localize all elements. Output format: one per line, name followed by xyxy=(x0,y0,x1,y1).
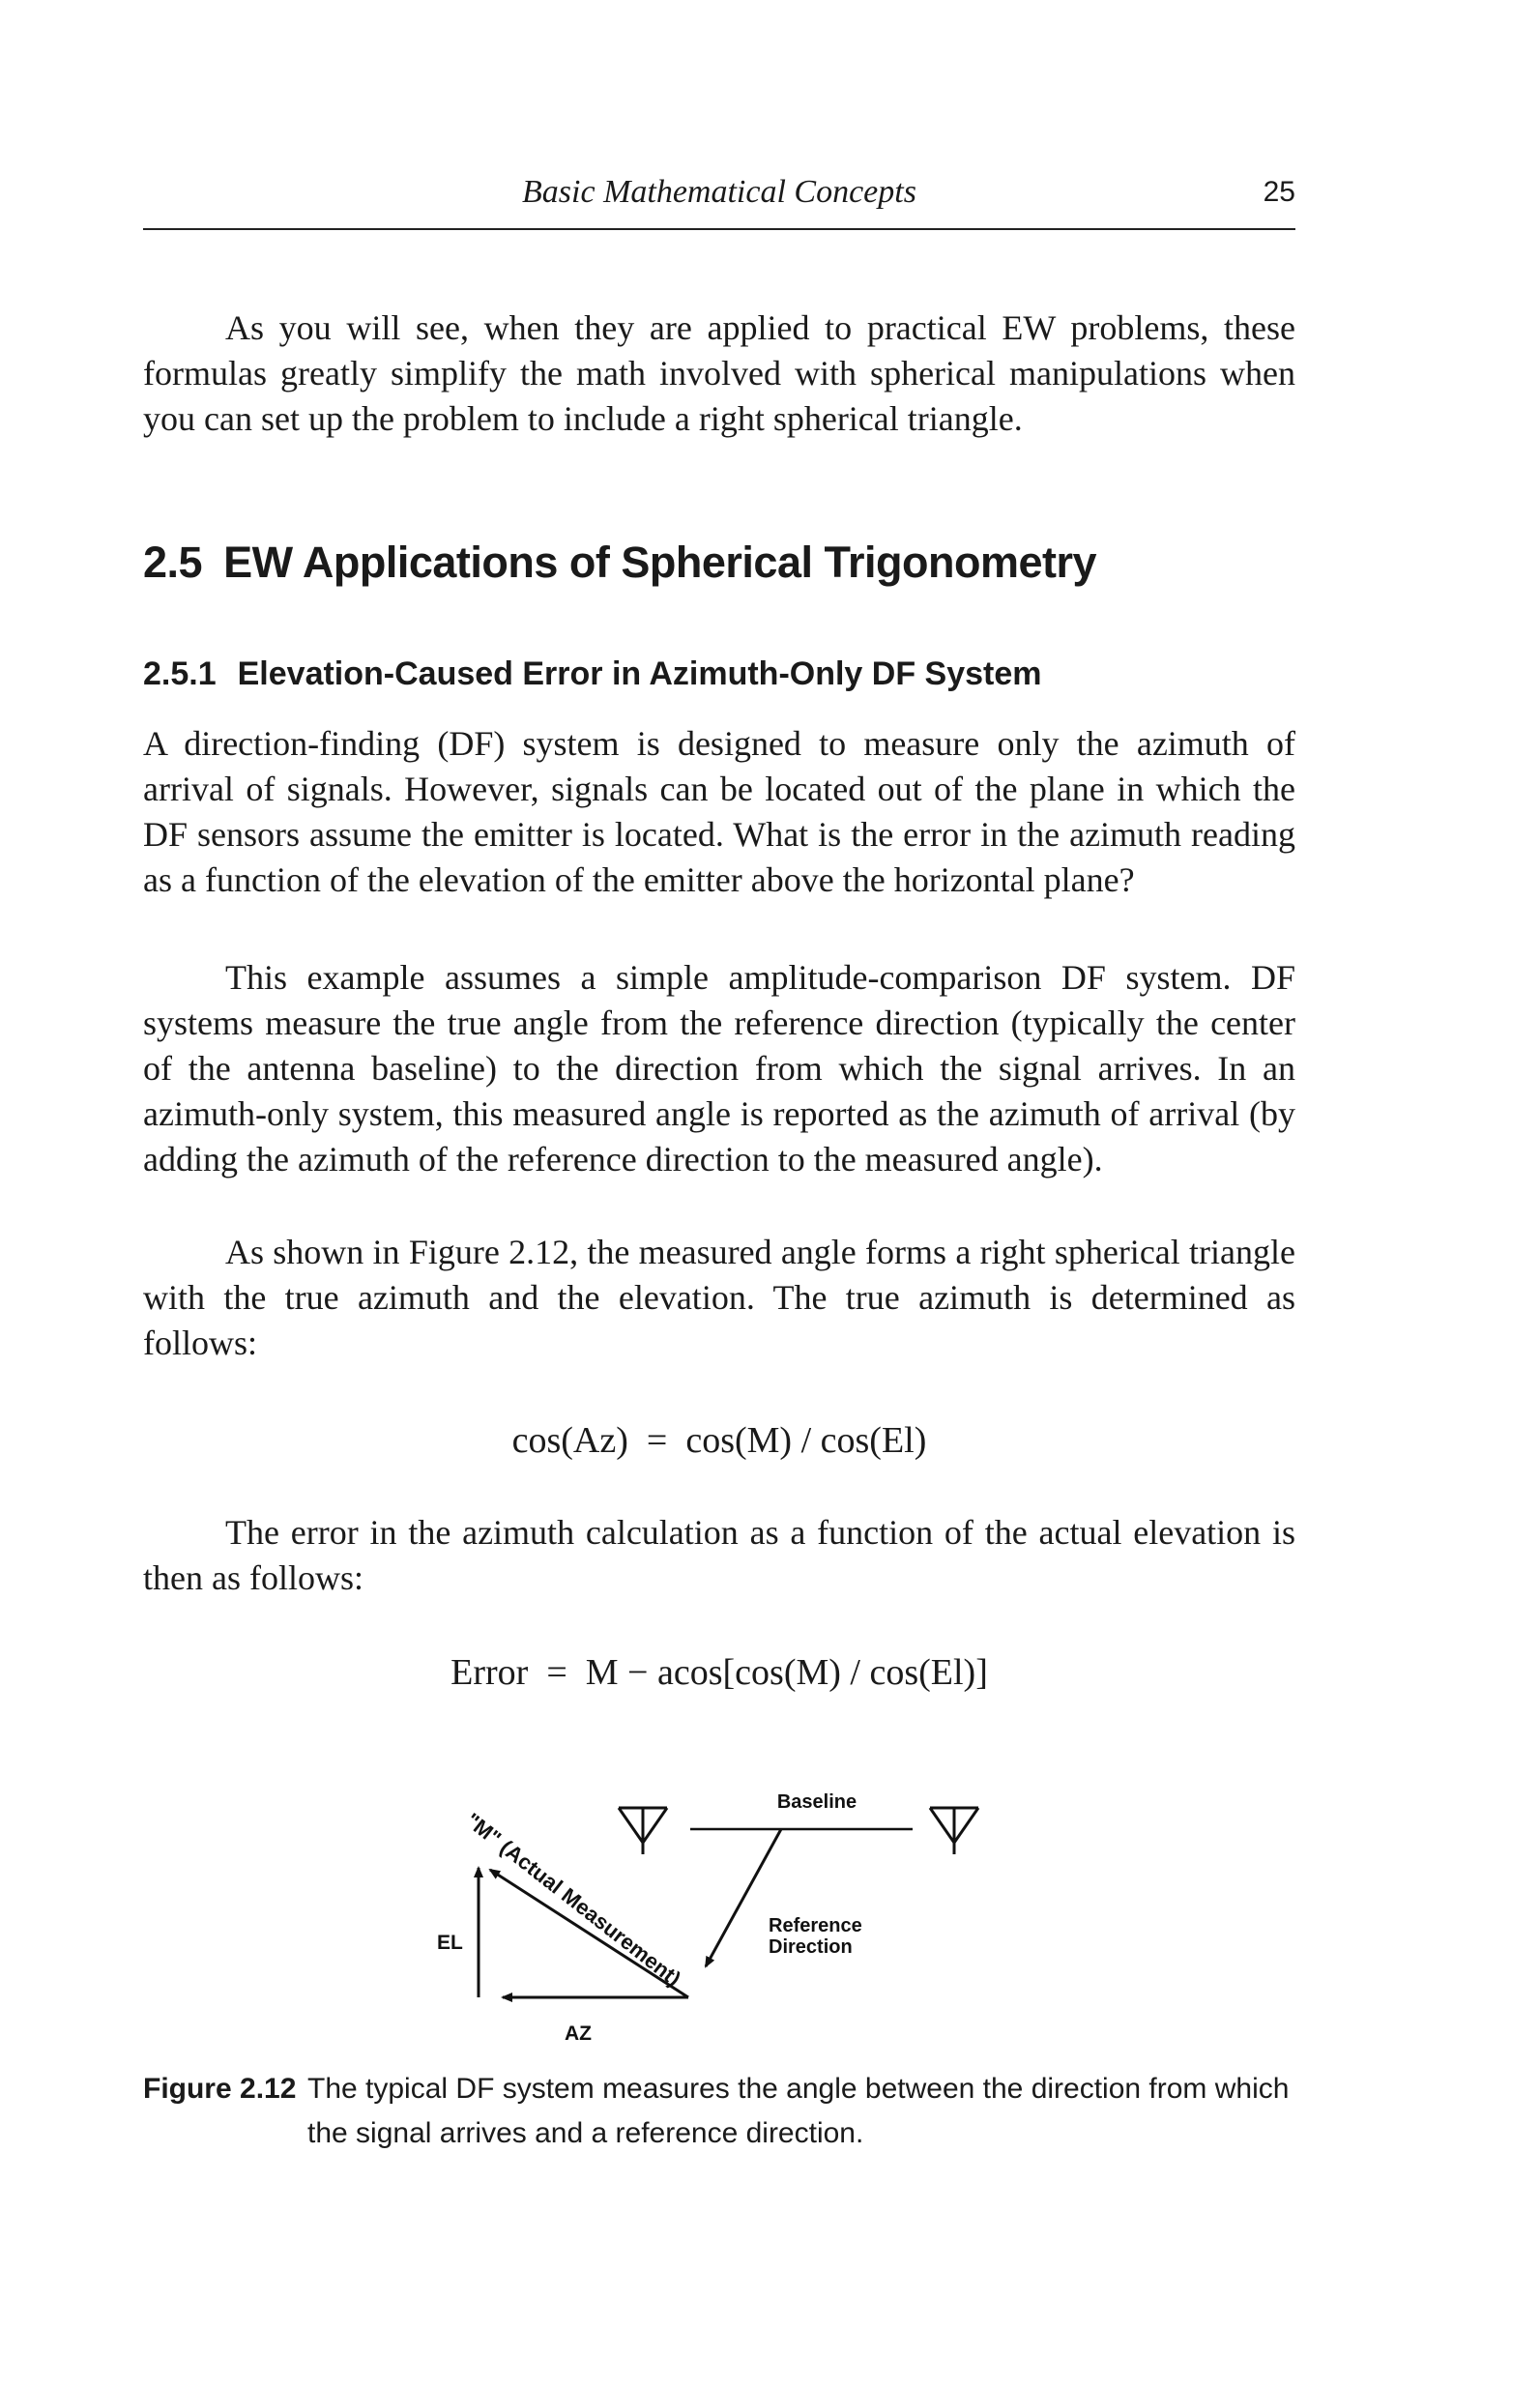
paragraph-4: The error in the azimuth calculation as a function of the actual elevation is then as follows: xyxy=(143,1513,1295,1597)
left-antenna-icon xyxy=(619,1808,667,1854)
equation-1-lhs: cos(Az) xyxy=(511,1420,628,1461)
reference-label-line2: Direction xyxy=(769,1936,853,1958)
paragraph-1: A direction-finding (DF) system is designed to measure only the azimuth of arrival of signals. However, signals can be located out of the plane in which the DF sensors assume the emitter is located. What is the error in the azimuth reading as a function of the elevation of the emitter above the horizontal plane? xyxy=(143,724,1295,899)
paragraph-3: As shown in Figure 2.12, the measured angle forms a right spherical triangle with the true azimuth and the elevation. The true azimuth is determined as follows: xyxy=(143,1233,1295,1362)
equation-2-rhs: M − acos[cos(M) / cos(El)] xyxy=(585,1652,988,1693)
paragraph-2: This example assumes a simple amplitude-comparison DF system. DF systems measure the true angle from the reference direction (typically the center of the antenna baseline) to the direction from which the signal arrives. In an azimuth-only system, this measured angle is reported as the azimuth of arrival (by adding the azimuth of the reference direction to the measured angle). xyxy=(143,958,1295,1178)
equation-1-rhs: cos(M) / cos(El) xyxy=(685,1420,927,1461)
caption-text: The typical DF system measures the angle between the direction from which the signal arrives and a reference direction. xyxy=(307,2073,1290,2149)
equals-sign: = xyxy=(537,1652,577,1693)
section-number: 2.5 xyxy=(143,538,203,587)
running-title: Basic Mathematical Concepts xyxy=(522,174,916,210)
right-antenna-icon xyxy=(930,1808,978,1854)
equals-sign: = xyxy=(637,1420,677,1461)
section-title: EW Applications of Spherical Trigonometry xyxy=(223,538,1097,587)
page-number: 25 xyxy=(1263,176,1295,208)
measurement-label: "M" (Actual Measurement) xyxy=(460,1808,686,1992)
baseline-label: Baseline xyxy=(776,1791,857,1813)
subsection-number: 2.5.1 xyxy=(143,655,217,692)
intro-paragraph: As you will see, when they are applied to practical EW problems, these formulas greatly simplify the math involved with spherical manipulations when you can set up the problem to include a right spherical triangle. xyxy=(143,308,1295,438)
subsection-title: Elevation-Caused Error in Azimuth-Only DF System xyxy=(237,655,1042,692)
reference-label-line1: Reference xyxy=(769,1915,862,1936)
caption-label: Figure 2.12 xyxy=(143,2073,297,2105)
el-label: EL xyxy=(437,1932,463,1954)
equation-2-lhs: Error xyxy=(450,1652,529,1693)
az-label: AZ xyxy=(565,2022,592,2045)
